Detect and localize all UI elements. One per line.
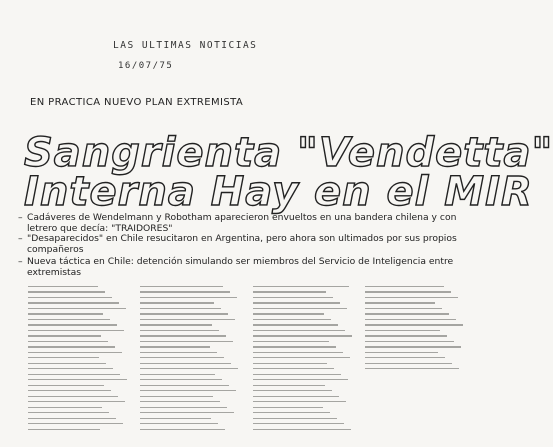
body-text-line	[28, 302, 119, 303]
body-text-line	[28, 319, 110, 320]
body-text-line	[140, 390, 236, 391]
body-text-line	[253, 308, 347, 309]
body-text-line	[28, 385, 104, 386]
body-text-line	[140, 302, 214, 303]
body-text-line	[28, 379, 127, 380]
body-text-line	[28, 341, 108, 342]
body-text-line	[28, 308, 126, 309]
body-text-line	[140, 368, 238, 369]
headline-line-1: Sangrienta "Vendetta"	[24, 130, 553, 176]
body-text-line	[28, 390, 111, 391]
body-text-line	[140, 352, 217, 353]
body-text-line	[253, 357, 350, 358]
article-kicker: EN PRACTICA NUEVO PLAN EXTREMISTA	[30, 97, 244, 108]
body-text-line	[365, 335, 447, 336]
body-text-line	[140, 308, 221, 309]
body-text-line	[253, 302, 340, 303]
body-text-line	[140, 286, 223, 287]
subhead-bullet: –	[18, 233, 23, 244]
body-text-line	[365, 341, 454, 342]
body-text-line	[28, 352, 122, 353]
body-text-line	[28, 429, 100, 430]
body-text-line	[253, 346, 336, 347]
body-text-line	[365, 319, 456, 320]
body-text-line	[140, 407, 227, 408]
body-text-line	[253, 363, 327, 364]
body-text-line	[28, 423, 123, 424]
body-text-line	[365, 357, 445, 358]
body-text-line	[253, 401, 346, 402]
body-text-line	[28, 401, 125, 402]
body-column-4	[365, 286, 465, 378]
body-text-line	[28, 412, 109, 413]
body-text-line	[28, 313, 103, 314]
body-text-line	[253, 423, 344, 424]
body-text-line	[365, 330, 440, 331]
body-text-line	[365, 352, 438, 353]
body-text-line	[28, 374, 120, 375]
subhead-bullet: –	[18, 256, 23, 267]
body-text-line	[140, 330, 219, 331]
body-text-line	[253, 429, 351, 430]
subhead-text: Nueva táctica en Chile: detención simulando ser miembros del Servicio de Inteligencia entre extremistas	[27, 256, 454, 278]
body-text-line	[140, 363, 231, 364]
body-text-line	[28, 291, 105, 292]
body-text-line	[28, 396, 118, 397]
subhead-2	[18, 233, 467, 255]
body-text-line	[28, 346, 115, 347]
body-text-line	[253, 297, 333, 298]
body-text-line	[253, 390, 332, 391]
body-text-line	[365, 346, 461, 347]
body-text-line	[140, 335, 226, 336]
body-text-line	[253, 286, 349, 287]
body-text-line	[253, 313, 324, 314]
body-text-line	[253, 330, 345, 331]
body-text-line	[253, 291, 326, 292]
body-text-line	[28, 286, 98, 287]
body-text-line	[140, 379, 222, 380]
body-text-line	[140, 385, 229, 386]
body-text-line	[140, 313, 228, 314]
body-text-line	[140, 412, 234, 413]
body-text-line	[28, 407, 102, 408]
body-text-line	[365, 363, 452, 364]
body-column-3	[253, 286, 353, 436]
subhead-3	[18, 256, 467, 278]
body-text-line	[28, 324, 117, 325]
body-text-line	[365, 313, 449, 314]
body-text-line	[140, 396, 213, 397]
subhead-text: Cadáveres de Wendelmann y Robotham aparecieron envueltos en una bandera chilena y con letrero que decía: "TRAIDORES"	[27, 212, 457, 234]
body-text-line	[253, 379, 348, 380]
body-text-line	[140, 423, 218, 424]
subhead-text: "Desaparecidos" en Chile resucitaron en Argentina, pero ahora son ultimados por sus propios compañeros	[27, 233, 457, 255]
body-text-line	[140, 418, 211, 419]
body-text-line	[365, 291, 451, 292]
body-text-line	[365, 308, 442, 309]
body-text-line	[365, 368, 459, 369]
body-text-line	[28, 357, 99, 358]
body-column-1	[28, 286, 128, 436]
body-text-line	[253, 324, 338, 325]
body-text-line	[140, 341, 233, 342]
body-text-line	[140, 319, 235, 320]
body-text-line	[253, 385, 325, 386]
body-text-line	[253, 412, 330, 413]
body-text-line	[253, 368, 334, 369]
body-text-line	[140, 297, 237, 298]
body-text-line	[28, 335, 101, 336]
body-text-line	[365, 286, 444, 287]
body-text-line	[28, 363, 106, 364]
body-text-line	[28, 368, 113, 369]
body-text-line	[140, 374, 215, 375]
headline-line-2: Interna Hay en el MIR	[24, 169, 533, 215]
body-text-line	[140, 324, 212, 325]
source-label: LAS ULTIMAS NOTICIAS	[113, 40, 258, 51]
body-text-line	[253, 319, 331, 320]
subhead-1	[18, 212, 467, 234]
body-text-line	[253, 352, 343, 353]
body-text-line	[140, 357, 224, 358]
subhead-bullet: –	[18, 212, 23, 223]
body-text-line	[253, 396, 339, 397]
body-text-line	[28, 297, 112, 298]
body-text-line	[28, 330, 124, 331]
body-text-line	[253, 418, 337, 419]
body-column-2	[140, 286, 240, 436]
body-text-line	[253, 341, 329, 342]
date-label: 16/07/75	[118, 61, 174, 71]
body-text-line	[253, 374, 341, 375]
body-text-line	[140, 429, 225, 430]
body-text-line	[365, 297, 458, 298]
body-text-line	[365, 324, 463, 325]
body-text-line	[28, 418, 116, 419]
body-text-line	[253, 335, 352, 336]
body-text-line	[253, 407, 323, 408]
body-text-line	[140, 346, 210, 347]
body-text-line	[140, 401, 220, 402]
body-text-line	[365, 302, 435, 303]
body-text-line	[140, 291, 230, 292]
